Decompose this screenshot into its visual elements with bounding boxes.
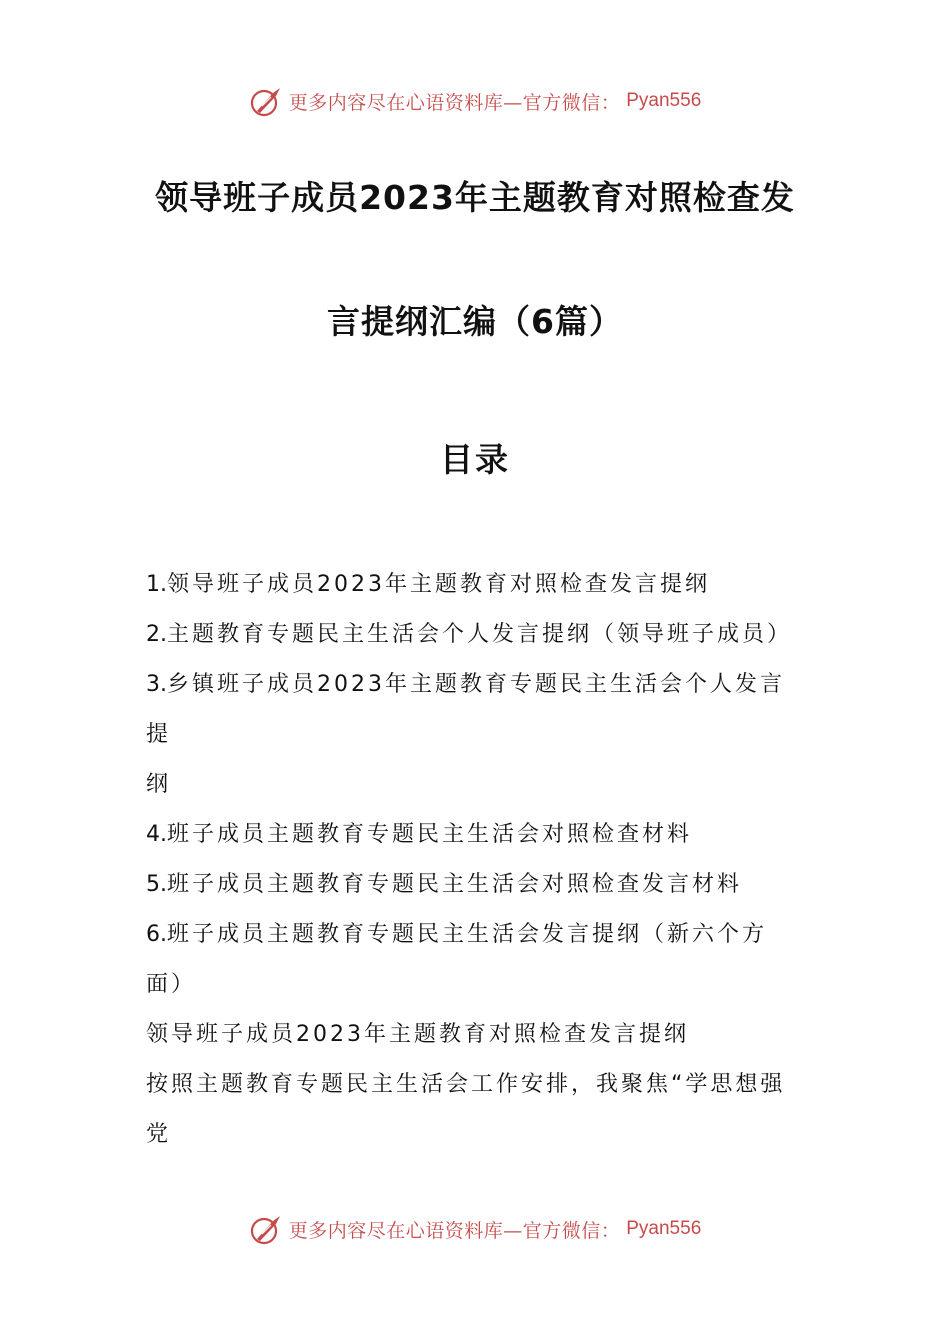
toc-item-1[interactable] [146, 560, 806, 610]
toc-item-number: 5. [146, 872, 167, 897]
toc-item-text: 领导班子成员2023年主题教育对照检查发言提纲 [167, 572, 710, 597]
toc-item-text: 主题教育专题民主生活会个人发言提纲（领导班子成员） [167, 622, 793, 647]
watermark-contact: Pyan556 [626, 1218, 702, 1239]
toc-heading: 目录 [440, 440, 510, 479]
toc-item-3[interactable] [146, 660, 806, 760]
toc-item-6[interactable] [146, 910, 806, 1010]
toc-item-number: 4. [146, 822, 167, 847]
toc-item-text: 纲 [146, 772, 172, 797]
footer-watermark [0, 1212, 950, 1246]
toc-item-text: 班子成员主题教育专题民主生活会对照检查材料 [167, 822, 693, 847]
toc-item-5[interactable] [146, 860, 806, 910]
quill-logo-icon [249, 1212, 283, 1246]
toc-item-text: 乡镇班子成员2023年主题教育专题民主生活会个人发言提 [146, 672, 785, 747]
quill-logo-icon [249, 84, 283, 118]
section-title: 领导班子成员2023年主题教育对照检查发言提纲 [146, 1022, 689, 1047]
toc-item-text: 班子成员主题教育专题民主生活会发言提纲（新六个方面） [146, 922, 768, 997]
toc-item-number: 3. [146, 672, 167, 697]
header-watermark [0, 84, 950, 118]
toc-item-3-continued[interactable] [146, 760, 806, 810]
document-title-line-2: 言提纲汇编（6篇） [327, 302, 623, 341]
body-paragraph: 按照主题教育专题民主生活会工作安排，我聚焦“学思想强党 [146, 1072, 786, 1147]
toc-item-2[interactable] [146, 610, 806, 660]
toc-item-number: 6. [146, 922, 167, 947]
toc-item-text: 班子成员主题教育专题民主生活会对照检查发言材料 [167, 872, 743, 897]
watermark-text: 更多内容尽在心语资料库—官方微信： [288, 91, 621, 114]
toc-item-number: 1. [146, 572, 167, 597]
toc-list [146, 560, 806, 1160]
watermark-text: 更多内容尽在心语资料库—官方微信： [288, 1219, 621, 1242]
toc-item-number: 2. [146, 622, 167, 647]
document-title-line-1: 领导班子成员2023年主题教育对照检查发 [155, 178, 795, 217]
watermark-contact: Pyan556 [626, 90, 702, 111]
toc-item-4[interactable] [146, 810, 806, 860]
